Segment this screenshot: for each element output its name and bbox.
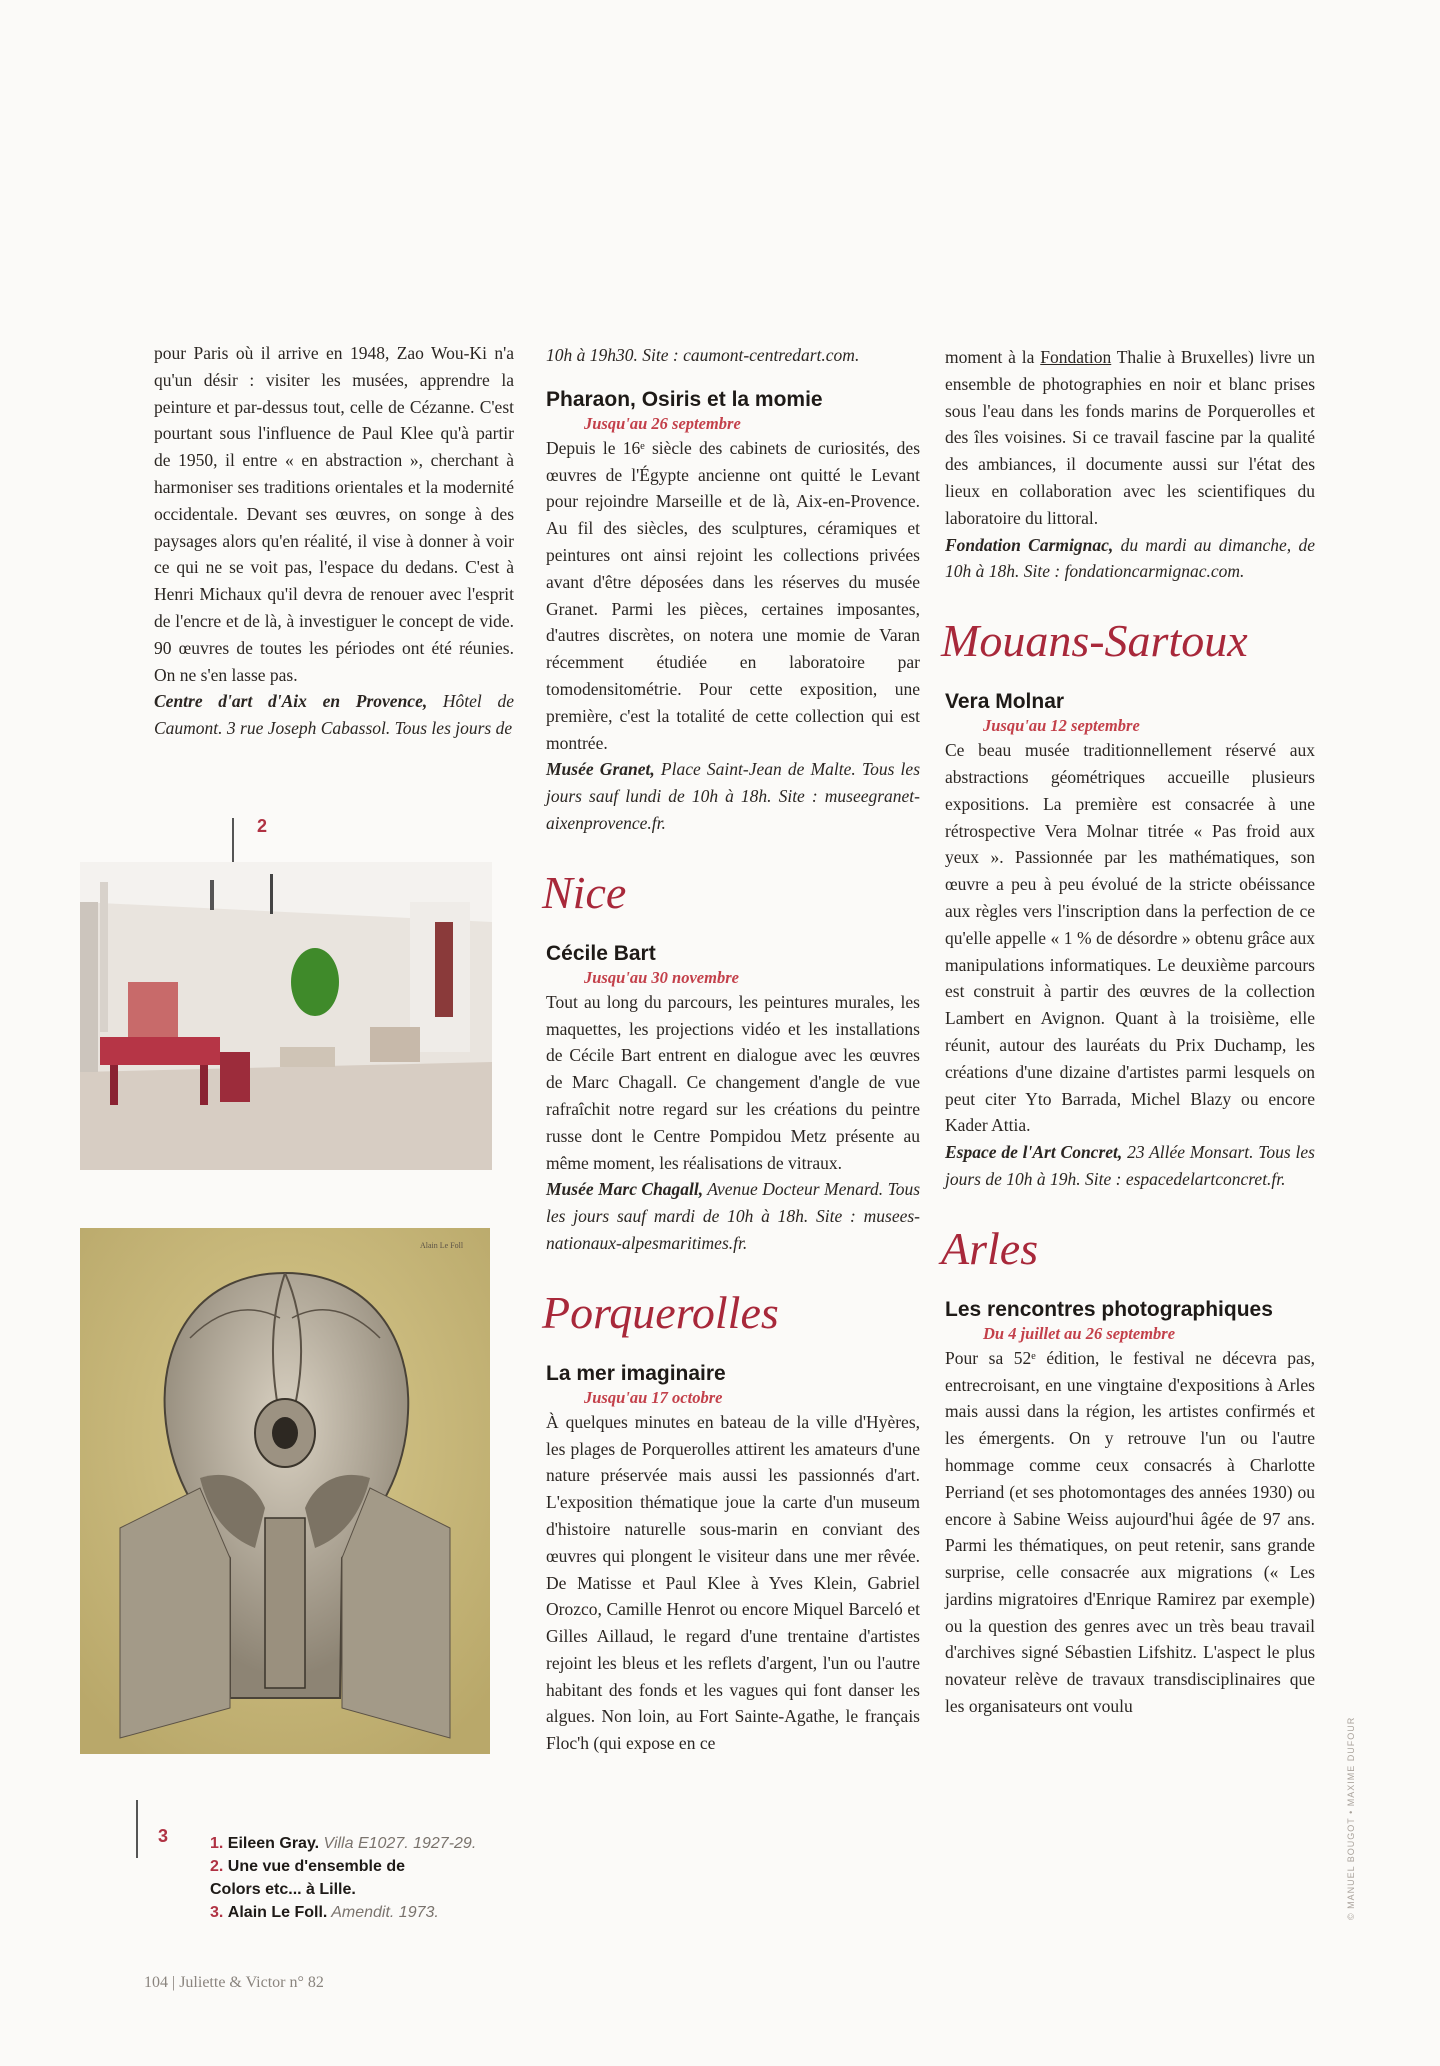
city-heading-nice: Nice <box>542 866 627 918</box>
event-date-vera-molnar: Jusqu'au 12 septembre <box>983 716 1140 736</box>
fig2-number: 2 <box>257 816 268 836</box>
event-date-pharaon: Jusqu'au 26 septembre <box>584 413 741 433</box>
event-date-mer-imaginaire: Jusqu'au 17 octobre <box>584 1387 723 1407</box>
column-3 <box>941 344 1315 1720</box>
event-title-mer-imaginaire: La mer imaginaire <box>546 1361 726 1385</box>
column-2 <box>542 342 921 1757</box>
fondation-carmignac-body: moment à la Fondation Thalie à Bruxelles) livre un ensemble de photographies en noir et blanc prises sous l'eau dans les fonds marins de Porquerolles et des îles voisines. Si ce travail fascine par la qualité des ambiances, il documente aussi sur l'état des lieux en collaboration avec les scientifiques du laboratoire du littoral. <box>945 347 1315 528</box>
event-body-vera-molnar: Ce beau musée traditionnellement réservé aux abstractions géométriques accueille plusieurs expositions. La première est consacrée à une rétrospective Vera Molnar titrée « Pas froid aux yeux ». Passionnée par les mathématiques, son œuvre a peu à peu évolué de la stricte obéissance aux règles vers l'inscription dans la perfection de ce qu'elle appelle « 1 % de désordre » obtenu grâce aux manipulations informatiques. Le deuxième parcours est construit à partir des œuvres de la collection Lambert en Avignon. Quant à la troisième, elle réunit, autour des lauréats du Prix Duchamp, les créations d'une dizaine d'artistes parmi lesquels on peut citer Yto Barrada, Michel Blazy ou encore Kader Attia. <box>945 740 1315 1136</box>
fig3-marker-line <box>136 1800 138 1858</box>
event-body-cecile-bart: Tout au long du parcours, les peintures murales, les maquettes, les projections vidéo et les installations de Cécile Bart entrent en dialogue avec les œuvres de Marc Chagall. Ce changement d'angle de vue rafraîchit notre regard sur les créations du peintre russe dont le Centre Pompidou Metz présente au même moment, les réalisations de vitraux. <box>546 991 920 1173</box>
event-venue-vera-molnar: Espace de l'Art Concret, 23 Allée Monsart. Tous les jours de 10h à 19h. Site : espacedelartconcret.fr. <box>945 1142 1315 1189</box>
figure-captions <box>210 1832 476 1924</box>
event-title-vera-molnar: Vera Molnar <box>945 690 1065 714</box>
event-title-pharaon: Pharaon, Osiris et la momie <box>546 387 823 411</box>
caption-3: 3. Alain Le Foll. Amendit. 1973. <box>210 1904 439 1921</box>
event-body-mer-imaginaire: À quelques minutes en bateau de la ville d'Hyères, les plages de Porquerolles attirent les amateurs d'une nature préservée mais aussi les passionnés d'art. L'exposition thématique joue la carte d'un museum d'histoire naturelle sous-marin en conviant des œuvres qui plongent le visiteur dans une mer rêvée. De Matisse et Paul Klee à Yves Klein, Gabriel Orozco, Camille Henrot ou encore Miquel Barceló et Gilles Aillaud, le regard d'une trentaine d'artistes rejoint les bleus et les reflets d'argent, l'un ou l'autre habitant des fonds et les vagues qui font danser les algues. Non loin, au Fort Sainte-Agathe, le français Floc'h (qui expose en ce <box>546 1411 920 1754</box>
city-heading-mouans-sartoux: Mouans-Sartoux <box>941 615 1248 667</box>
event-date-cecile-bart: Jusqu'au 30 novembre <box>584 967 739 987</box>
event-body-rencontres: Pour sa 52ᵉ édition, le festival ne décevra pas, entrecroisant, en une vingtaine d'expositions à Arles mais aussi dans la région, les artistes confirmés et les émergents. On y retrouve l'un ou l'autre hommage comme ceux consacrés à Charlotte Perriand (et ses photomontages des années 1930) ou encore à Sabine Weiss aujourd'hui âgée de 97 ans. Parmi les thématiques, on peut retenir, sans grande surprise, celle consacrée aux migrations (« Les jardins migratoires d'Enrique Ramirez par exemple) ou la question des genres avec un très beau travail d'archives signé Sébastien Lifshitz. L'aspect le plus novateur relève de travaux transdisciplinaires que les organisateurs ont voulu <box>945 1347 1315 1717</box>
zao-wou-ki-body: pour Paris où il arrive en 1948, Zao Wou-Ki n'a qu'un désir : visiter les musées, apprendre la peinture et par-dessus tout, celle de Cézanne. C'est pourtant sous l'influence de Paul Klee qu'à partir de 1950, il entre « en abstraction », cherchant à harmoniser ses traditions orientales et la modernité occidentale. Devant ses œuvres, on songe à des paysages alors qu'en réalité, il vise à donner à voir ce qui ne se voit pas, l'espace du dedans. C'est à Henri Michaux qu'il devra de renouer avec l'esprit de l'encre et de là, à investiguer le concept de vide. 90 œuvres de toutes les périodes ont été réunies. On ne s'en lasse pas. <box>154 343 514 685</box>
caption-2: 2. Une vue d'ensemble de Colors etc... à Lille. <box>210 1858 405 1898</box>
zao-wou-ki-venue: Centre d'art d'Aix en Provence, Hôtel de Caumont. 3 rue Joseph Cabassol. Tous les jours de <box>154 691 514 739</box>
event-body-pharaon: Depuis le 16ᵉ siècle des cabinets de curiosités, des œuvres de l'Égypte ancienne ont quitté le Levant pour rejoindre Marseille et de là, Aix-en-Provence. Au fil des siècles, des sculptures, céramiques et peintures ont ainsi rejoint les collections privées avant d'être déposées dans les réserves du musée Granet. Parmi les pièces, certaines imposantes, d'autres discrètes, on notera une momie de Varan récemment étudiée en laboratoire par tomodensitométrie. Pour cette exposition, une première, c'est la totalité de cette collection qui est montrée. <box>546 437 920 753</box>
drawing-signature: Alain Le Foll <box>420 1241 464 1250</box>
fondation-carmignac-venue: Fondation Carmignac, du mardi au dimanche, de 10h à 18h. Site : fondationcarmignac.com. <box>945 534 1315 582</box>
alain-le-foll-drawing <box>80 1228 490 1754</box>
event-title-cecile-bart: Cécile Bart <box>546 941 656 965</box>
event-date-rencontres: Du 4 juillet au 26 septembre <box>983 1323 1176 1343</box>
photo-credit: © MANUEL BOUGOT • MAXIME DUFOUR <box>1346 1716 1356 1920</box>
page-footer: 104 | Juliette & Victor n° 82 <box>144 1974 324 1991</box>
caption-1: 1. Eileen Gray. Villa E1027. 1927-29. <box>210 1835 477 1852</box>
exhibition-hall-photo <box>80 862 492 1170</box>
event-venue-pharaon: Musée Granet, Place Saint-Jean de Malte. Tous les jours sauf lundi de 10h à 18h. Site : museegranet-aixenprovence.fr. <box>546 759 921 833</box>
column-1 <box>154 340 514 742</box>
event-title-rencontres: Les rencontres photographiques <box>945 1297 1273 1321</box>
caumont-venue-cont: 10h à 19h30. Site : caumont-centredart.com. <box>546 345 860 365</box>
event-venue-cecile-bart: Musée Marc Chagall, Avenue Docteur Menard. Tous les jours sauf mardi de 10h à 18h. Site : musees-nationaux-alpesmaritimes.fr. <box>546 1179 921 1253</box>
fig2-marker-line <box>232 818 234 864</box>
fig3-number: 3 <box>158 1826 169 1846</box>
city-heading-porquerolles: Porquerolles <box>542 1286 779 1338</box>
city-heading-arles: Arles <box>941 1222 1039 1274</box>
